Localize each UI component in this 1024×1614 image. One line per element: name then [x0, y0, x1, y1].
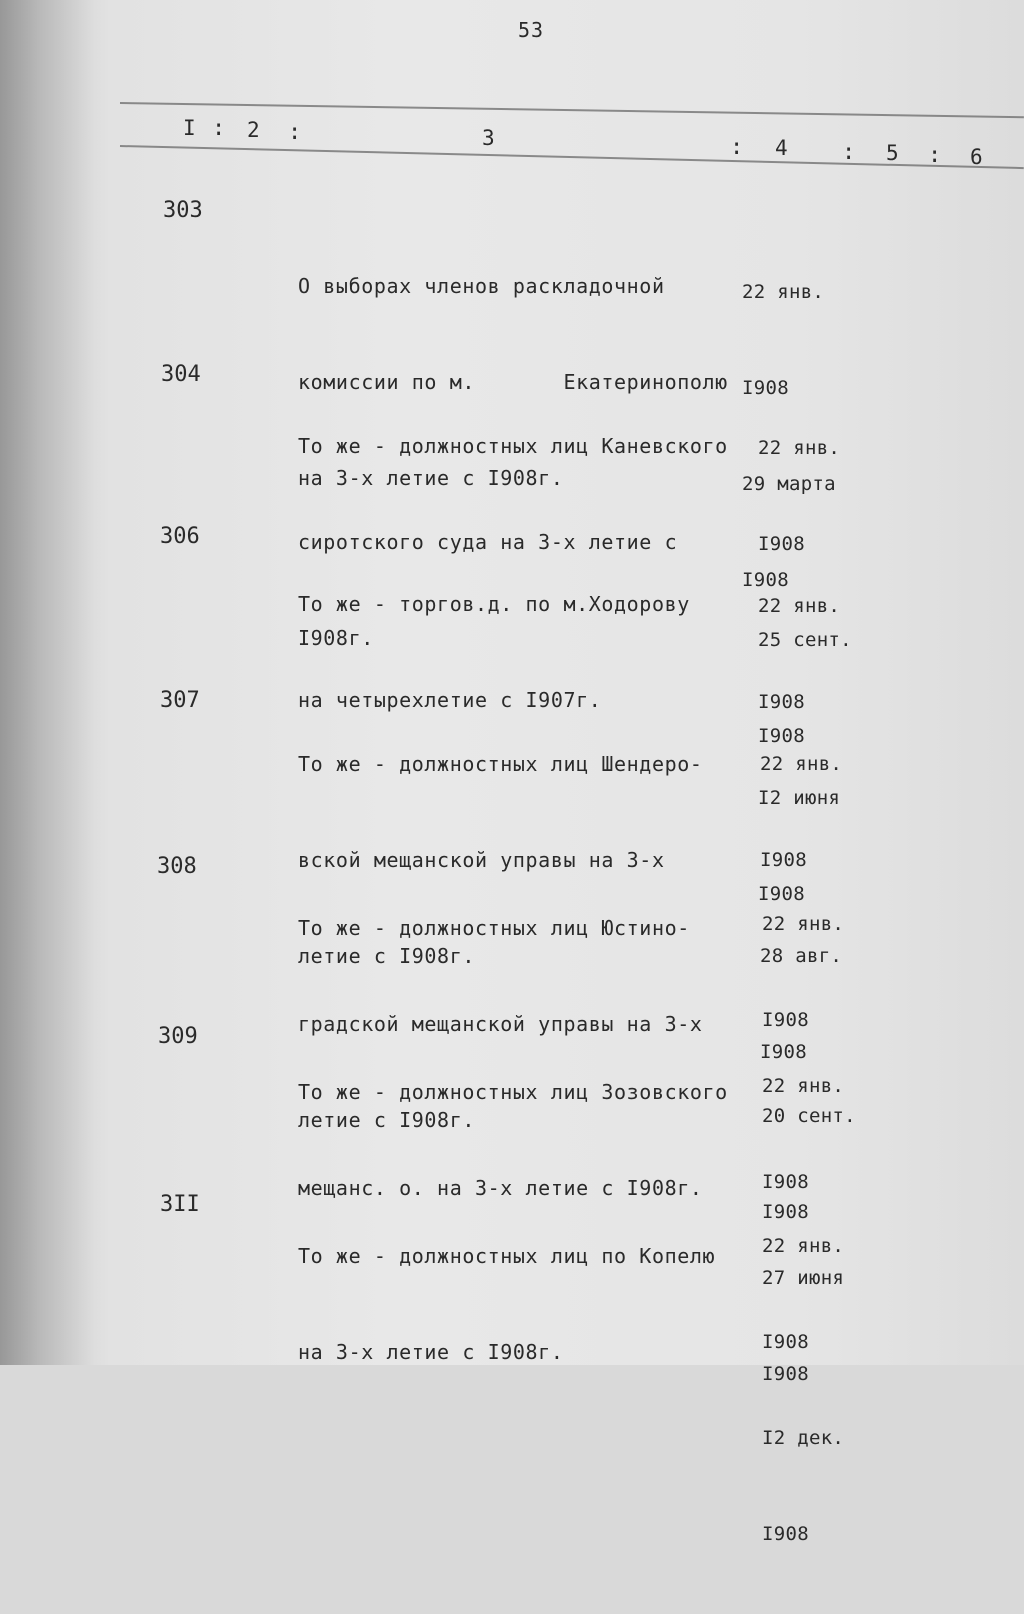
date-line: I908: [762, 1363, 809, 1385]
entry-text-line: То же - должностных лиц Зозовского: [298, 1080, 728, 1104]
date-line: I908: [760, 1041, 807, 1063]
date-line: I908: [762, 1201, 809, 1223]
date-line: 22 янв.: [762, 1075, 845, 1097]
date-line: I908: [762, 1523, 809, 1545]
date-line: I908: [762, 1331, 809, 1353]
entry-text-line: То же - должностных лиц по Копелю: [298, 1244, 716, 1268]
date-line: 22 янв.: [742, 281, 825, 303]
date-line: 29 марта: [742, 473, 836, 495]
date-line: I908: [762, 1171, 809, 1193]
date-line: 25 сент.: [758, 629, 852, 651]
date-line: I908: [758, 533, 805, 555]
header-rule-top: [120, 102, 1024, 118]
entry-number: 307: [160, 688, 200, 713]
entry-text-line: I908г.: [298, 626, 374, 650]
header-col-5: 5: [886, 141, 899, 165]
date-line: 28 авг.: [760, 945, 843, 967]
entry-text-line: летие с I908г.: [298, 1108, 475, 1132]
date-line: I908: [760, 849, 807, 871]
date-line: 22 янв.: [762, 1235, 845, 1257]
date-line: I908: [758, 725, 805, 747]
date-line: 22 янв.: [758, 437, 841, 459]
entry-text-line: на четырехлетие с I907г.: [298, 688, 602, 712]
entry-text-line: То же - должностных лиц Юстино-: [298, 916, 690, 940]
date-line: I908: [742, 569, 789, 591]
header-col-6: 6: [970, 145, 983, 169]
header-col-3: 3: [482, 126, 495, 150]
header-col-1: I: [183, 116, 196, 140]
entry-text-line: комиссии по м. Екатеринополю: [298, 370, 728, 394]
binding-shadow: [0, 0, 95, 1365]
entry-text-line: на 3-х летие с I908г.: [298, 466, 564, 490]
date-line: 27 июня: [762, 1267, 845, 1289]
entry-number: 309: [158, 1024, 198, 1049]
entry-text-line: сиротского суда на 3-х летие с: [298, 530, 678, 554]
date-line: 20 сент.: [762, 1105, 856, 1127]
entry-number: 303: [163, 198, 203, 223]
header-separator: :: [730, 135, 744, 160]
entry-text-line: То же - торгов.д. по м.Ходорову: [298, 592, 690, 616]
entry-number: 304: [161, 362, 201, 387]
date-line: I908: [762, 1009, 809, 1031]
date-line: I2 июня: [758, 787, 841, 809]
entry-text-line: градской мещанской управы на 3-х: [298, 1012, 703, 1036]
date-line: 22 янв.: [760, 753, 843, 775]
header-separator: :: [928, 143, 942, 168]
entry-text-line: мещанс. о. на 3-х летие с I908г.: [298, 1176, 703, 1200]
entry-number: 308: [157, 854, 197, 879]
date-line: 22 янв.: [758, 595, 841, 617]
date-line: I908: [758, 691, 805, 713]
entry-text-line: летие с I908г.: [298, 944, 475, 968]
entry-text-line: на 3-х летие с I908г.: [298, 1340, 564, 1364]
header-separator: :: [842, 140, 856, 165]
date-line: I2 дек.: [762, 1427, 845, 1449]
date-line: 22 янв.: [762, 913, 845, 935]
entry-text-line: То же - должностных лиц Шендеро-: [298, 752, 703, 776]
entry-description: [298, 1176, 715, 1432]
entry-dates: [762, 1166, 844, 1614]
header-col-4: 4: [775, 136, 788, 160]
page-number: 53: [518, 18, 545, 42]
entry-text-line: вской мещанской управы на 3-х: [298, 848, 665, 872]
header-col-2: 2: [247, 118, 260, 142]
header-separator: :: [212, 116, 226, 141]
entry-number: 3II: [160, 1192, 200, 1217]
date-line: I908: [758, 883, 805, 905]
entry-text-line: То же - должностных лиц Каневского: [298, 434, 728, 458]
entry-text-line: О выборах членов раскладочной: [298, 274, 665, 298]
date-line: I908: [742, 377, 789, 399]
entry-number: 306: [160, 524, 200, 549]
header-separator: :: [288, 120, 302, 145]
